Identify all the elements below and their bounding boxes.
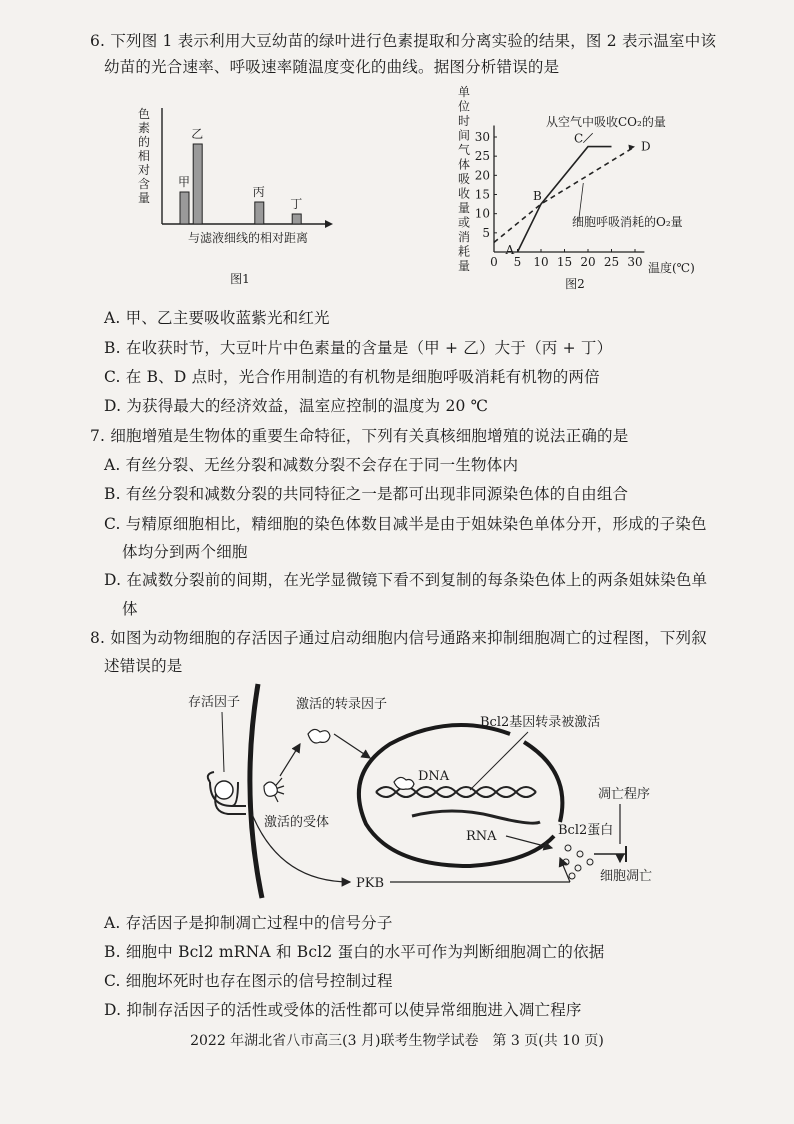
fig2-label-o2: 细胞呼吸消耗的O₂量 xyxy=(572,215,683,229)
pkb-label: PKB xyxy=(356,876,385,891)
q6-option-b: B. 在收获时节，大豆叶片中色素量的含量是（甲 + 乙）大于（丙 + 丁） xyxy=(104,339,613,357)
rna-strand xyxy=(412,811,540,823)
fig1-ylabel-char: 量 xyxy=(137,191,151,205)
q6-stem-line1: 6. 下列图 1 表示利用大豆幼苗的绿叶进行色素提取和分离实验的结果，图 2 表示温室中该 xyxy=(90,32,717,50)
fig1-ylabel-char: 含 xyxy=(137,177,151,191)
fig1-ylabel-char: 对 xyxy=(137,163,151,177)
q8-option-a: A. 存活因子是抑制凋亡过程中的信号分子 xyxy=(104,914,393,932)
q6-option-c: C. 在 B、D 点时，光合作用制造的有机物是细胞呼吸消耗有机物的两倍 xyxy=(104,368,600,386)
fig2-ylabel-char: 时 xyxy=(457,114,471,128)
fig2-ylabel-char: 单 xyxy=(457,85,471,99)
bound-tf-molecule xyxy=(394,777,414,789)
fig2-point-D: D xyxy=(641,139,651,154)
q8-stem-line2: 述错误的是 xyxy=(104,657,183,675)
fig2-ylabel-char: 位 xyxy=(457,99,471,114)
fig2-ylabel-char: 吸 xyxy=(457,172,471,186)
fig2-series-co2 xyxy=(518,147,612,252)
dna-label: DNA xyxy=(418,769,450,784)
fig2-ytick-label: 30 xyxy=(474,130,490,144)
fig2-ytick-label: 5 xyxy=(482,225,490,240)
fig1-bar-label-2: 丙 xyxy=(252,185,265,199)
fig2-caption: 图2 xyxy=(565,277,585,291)
fig2-xtick-label: 20 xyxy=(580,255,596,269)
q7-stem: 7. 细胞增殖是生物体的重要生命特征，下列有关真核细胞增殖的说法正确的是 xyxy=(90,427,629,445)
fig2-ytick-label: 20 xyxy=(474,168,490,183)
fig2-ylabel-char: 收 xyxy=(457,186,471,201)
fig2-xlabel: 温度(℃) xyxy=(648,261,695,275)
fig1-ylabel-char: 相 xyxy=(137,149,151,163)
fig2-label-co2: 从空气中吸收CO₂的量 xyxy=(546,115,666,129)
fig1-bar-1 xyxy=(193,144,202,224)
fig2-o2-arrowhead xyxy=(628,145,635,151)
fig2-xtick-label: 10 xyxy=(533,255,549,269)
fig2-ylabel-char: 耗 xyxy=(457,244,471,259)
figure-3-diagram xyxy=(180,682,700,900)
fig1-bar-label-1: 乙 xyxy=(191,127,204,141)
bcl2-activated-pointer xyxy=(470,732,528,790)
fig1-ylabel-char: 色 xyxy=(137,107,151,121)
figure-1-chart xyxy=(130,100,350,290)
fig1-bar-0 xyxy=(180,192,189,224)
fig1-ylabel xyxy=(138,107,150,205)
fig1-bar-2 xyxy=(255,202,264,224)
survival-factor-pointer xyxy=(222,712,224,772)
fig2-xtick-label: 30 xyxy=(627,255,643,269)
fig2-ylabel xyxy=(458,85,470,273)
fig2-point-B: B xyxy=(533,189,542,204)
q8-option-d: D. 抑制存活因子的活性或受体的活性都可以使异常细胞进入凋亡程序 xyxy=(104,1001,582,1019)
activated-receptor-blob xyxy=(264,782,277,796)
activated-tf-label: 激活的转录因子 xyxy=(296,697,388,712)
q7-option-c-line2: 体均分到两个细胞 xyxy=(122,543,248,561)
survival-factor-label: 存活因子 xyxy=(188,695,241,710)
rna-label: RNA xyxy=(466,829,497,844)
figure-2-chart xyxy=(450,84,740,294)
fig2-ytick-label: 10 xyxy=(474,206,490,221)
page-footer: 2022 年湖北省八市高三(3 月)联考生物学试卷 第 3 页(共 10 页) xyxy=(190,1033,604,1049)
fig2-xtick-label: 0 xyxy=(490,255,498,269)
fig1-xlabel: 与滤液细线的相对距离 xyxy=(187,231,309,245)
fig2-xtick-label: 15 xyxy=(556,255,573,269)
fig2-point-A: A xyxy=(505,243,515,257)
fig1-caption: 图1 xyxy=(230,272,250,286)
fig2-ylabel-char: 间 xyxy=(457,128,471,143)
q8-option-b: B. 细胞中 Bcl2 mRNA 和 Bcl2 蛋白的水平可作为判断细胞凋亡的依据 xyxy=(104,943,605,961)
survival-factor-molecule xyxy=(215,781,233,799)
fig2-ylabel-char: 消 xyxy=(457,230,471,244)
fig2-xtick-label: 25 xyxy=(603,255,620,269)
q8-stem-line1: 8. 如图为动物细胞的存活因子通过启动细胞内信号通路来抑制细胞凋亡的过程图，下列叙 xyxy=(90,629,707,647)
fig2-ylabel-char: 量 xyxy=(457,201,471,215)
fig1-ylabel-char: 素 xyxy=(137,121,151,135)
fig1-bar-3 xyxy=(292,214,301,224)
fig1-ylabel-char: 的 xyxy=(137,135,151,149)
q7-option-d-line1: D. 在减数分裂前的间期，在光学显微镜下看不到复制的每条染色体上的两条姐妹染色单 xyxy=(104,571,708,589)
fig2-ylabel-char: 量 xyxy=(457,259,471,273)
q6-option-a: A. 甲、乙主要吸收蓝紫光和红光 xyxy=(104,309,330,327)
cell-apoptosis-label: 细胞凋亡 xyxy=(600,869,653,884)
tf-arrow xyxy=(334,734,370,758)
nuclear-envelope-right xyxy=(524,742,562,822)
receptor-to-tf-arrow xyxy=(280,744,300,776)
q7-option-a: A. 有丝分裂、无丝分裂和减数分裂不会存在于同一生物体内 xyxy=(104,456,519,474)
q7-option-b: B. 有丝分裂和减数分裂的共同特征之一是都可出现非同源染色体的自由组合 xyxy=(104,485,629,503)
fig2-ytick-label: 15 xyxy=(474,187,490,202)
fig2-ylabel-char: 或 xyxy=(457,215,471,230)
fig1-x-arrow xyxy=(325,220,333,228)
apoptosis-program-label: 凋亡程序 xyxy=(598,787,651,802)
bcl2-protein-dots xyxy=(563,845,593,879)
fig2-ylabel-char: 体 xyxy=(457,157,471,172)
fig2-ytick-label: 25 xyxy=(474,149,490,164)
q7-option-d-line2: 体 xyxy=(122,600,138,618)
q8-option-c: C. 细胞坏死时也存在图示的信号控制过程 xyxy=(104,972,393,990)
q6-stem-line2: 幼苗的光合速率、呼吸速率随温度变化的曲线。据图分析错误的是 xyxy=(104,58,560,76)
fig1-bar-label-3: 丁 xyxy=(290,197,303,211)
nuclear-envelope xyxy=(359,725,554,866)
fig1-bar-label-0: 甲 xyxy=(177,175,191,189)
fig2-co2-leader xyxy=(583,133,592,143)
activated-receptor-label: 激活的受体 xyxy=(264,815,330,830)
bcl2-activated-label: Bcl2基因转录被激活 xyxy=(480,715,601,730)
fig2-point-C: C xyxy=(574,131,584,146)
fig2-xtick-label: 5 xyxy=(513,255,522,269)
activated-tf-molecule xyxy=(308,729,330,743)
bcl2-protein-label: Bcl2蛋白 xyxy=(558,823,614,838)
q7-option-c-line1: C. 与精原细胞相比，精细胞的染色体数目减半是由于姐妹染色单体分开，形成的子染色 xyxy=(104,515,707,533)
cell-membrane xyxy=(250,684,262,898)
q6-option-d: D. 为获得最大的经济效益，温室应控制的温度为 20 ℃ xyxy=(104,397,489,415)
fig2-ylabel-char: 气 xyxy=(457,143,471,157)
